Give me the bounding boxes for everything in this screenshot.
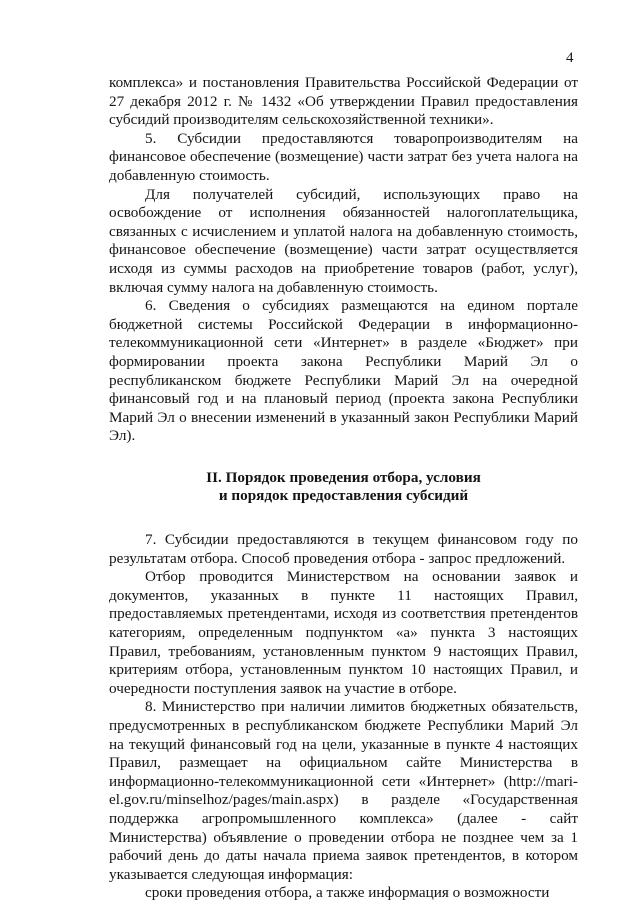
- paragraph-item-5: 5. Субсидии предоставляются товаропроизводителям на финансовое обеспечение (возмещение) части затрат без учета налога на добавленную стоимость.: [109, 129, 578, 184]
- section-heading-line-2: и порядок предоставления субсидий: [218, 487, 469, 505]
- paragraph-item-8: 8. Министерство при наличии лимитов бюджетных обязательств, предусмотренных в республиканском бюджете Республики Марий Эл на текущий финансовый год на цели, указанные в пункте 4 настоящих Правил, размещает на официальном сайте Министерства в информационно-телекоммуникационной сети «Интернет» (http://mari-el.gov.ru/minselhoz/pages/main.aspx) в разделе «Государственная поддержка агропромышленного комплекса» (далее - сайт Министерства) объявление о проведении отбора не позднее чем за 1 рабочий день до даты начала приема заявок претендентов, в котором указывается следующая информация:: [109, 698, 578, 883]
- paragraph-vat-exemption: Для получателей субсидий, использующих право на освобождение от исполнения обязанностей налогоплательщика, связанных с исчислением и уплатой налога на добавленную стоимость, финансовое обеспечение (возмещение) части затрат осуществляется исходя из суммы расходов на приобретение товаров (работ, услуг), включая сумму налога на добавленную стоимость.: [109, 185, 578, 296]
- section-heading-line-1: II. Порядок проведения отбора, условия: [206, 468, 481, 486]
- page-number: 4: [566, 50, 574, 66]
- section-heading: [109, 469, 578, 506]
- paragraph-item-6: 6. Сведения о субсидиях размещаются на едином портале бюджетной системы Российской Федерации в информационно-телекоммуникационной сети «Интернет» в разделе «Бюджет» при формировании проекта закона Республики Марий Эл о республиканском бюджете Республики Марий Эл на очередной финансовый год и на плановый период (проекта закона Республики Марий Эл о внесении изменений в указанный закон Республики Марий Эл).: [109, 297, 578, 445]
- document-body: [109, 74, 578, 903]
- paragraph-item-7: 7. Субсидии предоставляются в текущем финансовом году по результатам отбора. Способ проведения отбора - запрос предложений.: [109, 531, 578, 567]
- paragraph-selection-deadlines: сроки проведения отбора, а также информация о возможности: [145, 884, 550, 902]
- paragraph-selection-procedure: Отбор проводится Министерством на основании заявок и документов, указанных в пункте 11 настоящих Правил, предоставляемых претендентами, исходя из соответствия претендентов категориям, определенным подпунктом «а» пункта 3 настоящих Правил, требованиям, установленным пунктом 9 настоящих Правил, критериям отбора, установленным пунктом 10 настоящих Правил, и очередности поступления заявок на участие в отборе.: [109, 568, 578, 697]
- paragraph-continuation: комплекса» и постановления Правительства Российской Федерации от 27 декабря 2012 г. № 1432 «Об утверждении Правил предоставления субсидий производителям сельскохозяйственной техники».: [109, 74, 578, 129]
